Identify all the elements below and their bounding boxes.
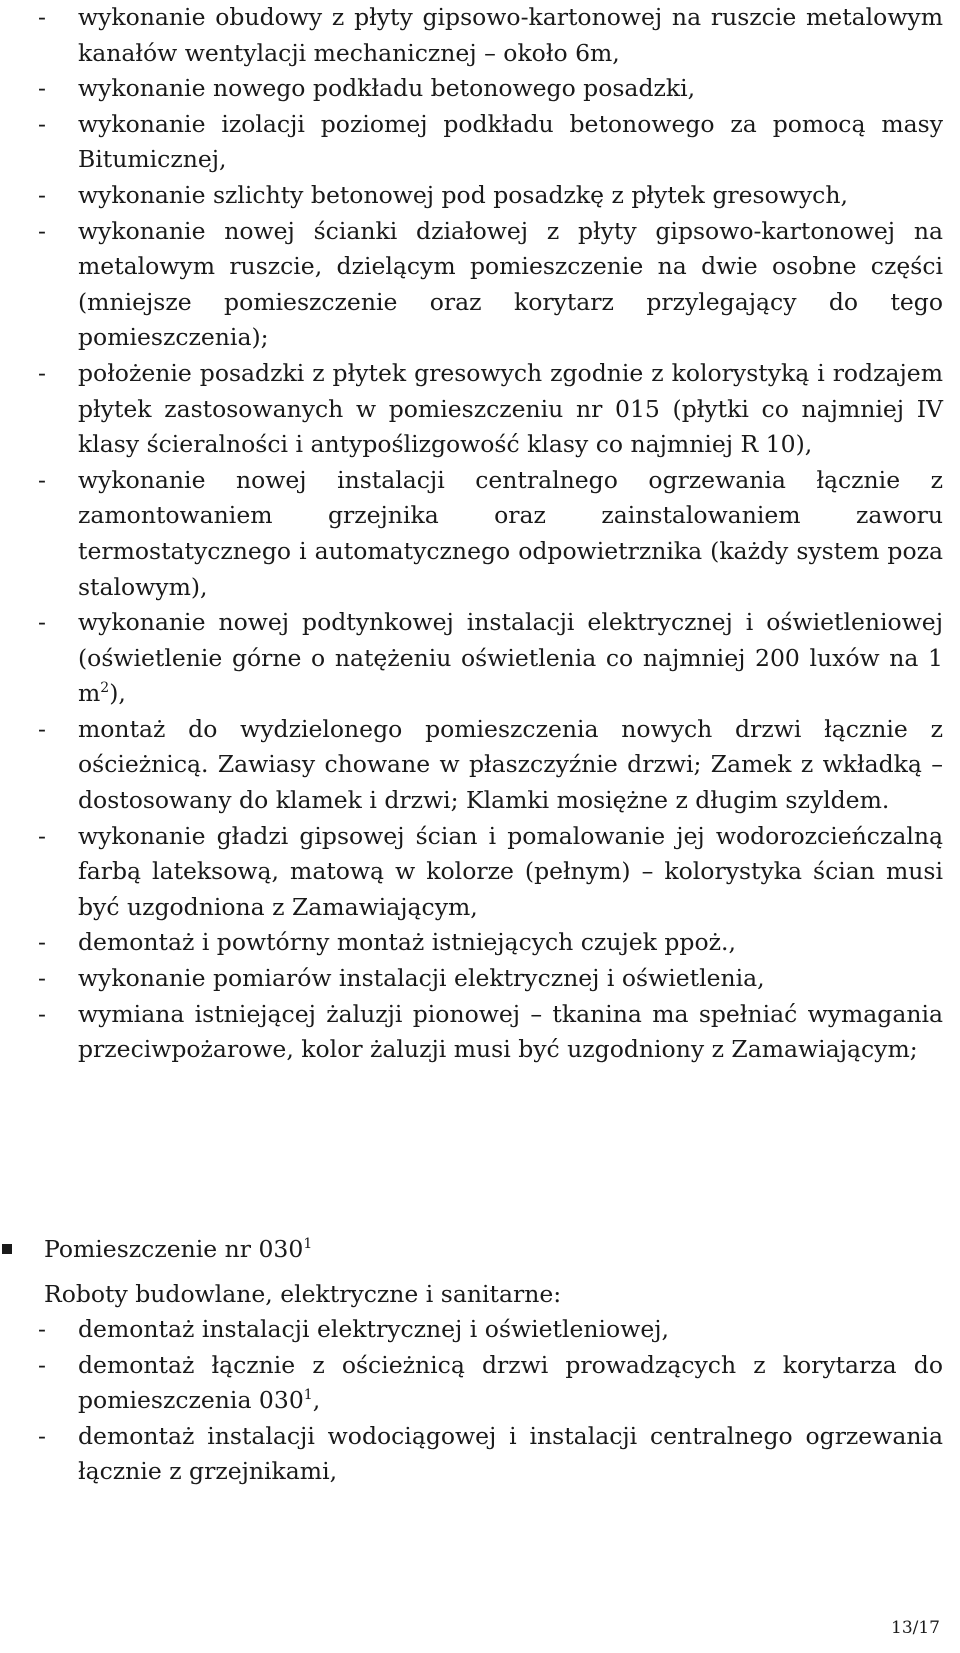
list-item	[38, 997, 943, 1068]
list-item-text: montaż do wydzielonego pomieszczenia nowych drzwi łącznie z ościeżnicą. Zawiasy chowane w płaszczyźnie drzwi; Zamek z wkładką – dostosowany do klamek i drzwi; Klamki mosiężne z długim szyldem.	[78, 714, 943, 815]
list-item-text: wykonanie szlichty betonowej pod posadzkę z płytek gresowych,	[78, 180, 848, 209]
list-item	[38, 356, 943, 463]
list-dash: -	[38, 216, 46, 245]
list-dash: -	[38, 1350, 46, 1379]
list-dash: -	[38, 180, 46, 209]
list-item	[38, 712, 943, 819]
list-dash: -	[38, 964, 46, 993]
list-item-text-tail: ,	[312, 1386, 321, 1415]
section-intro: Roboty budowlane, elektryczne i sanitarne:	[44, 1280, 562, 1308]
list-item	[38, 0, 943, 71]
list-item-text: demontaż łącznie z ościeżnicą drzwi prowadzących z korytarza do pomieszczenia 030	[78, 1350, 943, 1415]
superscript: 2	[100, 680, 110, 697]
section-heading-label: Pomieszczenie nr 030	[44, 1235, 304, 1263]
list-dash: -	[38, 821, 46, 850]
list-item	[38, 605, 943, 712]
list-item-text: wykonanie gładzi gipsowej ścian i pomalowanie jej wodorozcieńczalną farbą lateksową, matową w kolorze (pełnym) – kolorystyka ścian musi być uzgodniona z Zamawiającym,	[78, 821, 943, 921]
list-dash: -	[38, 3, 46, 31]
list-dash: -	[38, 1315, 46, 1343]
superscript: 1	[303, 1387, 313, 1404]
list-item	[38, 925, 943, 961]
list-item-text: wykonanie izolacji poziomej podkładu betonowego za pomocą masy Bitumicznej,	[78, 109, 943, 174]
list-item	[38, 71, 943, 107]
section-list	[38, 1312, 943, 1490]
list-item-text: wykonanie nowej instalacji centralnego ogrzewania łącznie z zamontowaniem grzejnika oraz zainstalowaniem zaworu termostatycznego i automatycznego odpowietrznika (każdy system poza stalowym),	[78, 465, 943, 601]
list-item-text: wykonanie obudowy z płyty gipsowo-kartonowej na ruszcie metalowym kanałów wentylacji mechanicznej – około 6m,	[78, 3, 943, 67]
list-item	[38, 107, 943, 178]
list-dash: -	[38, 714, 46, 743]
list-item	[38, 1312, 943, 1348]
list-item	[38, 1348, 943, 1419]
list-item	[38, 214, 943, 356]
list-item-text: położenie posadzki z płytek gresowych zgodnie z kolorystyką i rodzajem płytek zastosowanych w pomieszczeniu nr 015 (płytki co najmniej IV klasy ścieralności i antypoślizgowość klasy co najmniej R 10),	[78, 358, 943, 459]
list-item-text: demontaż i powtórny montaż istniejących czujek ppoż.,	[78, 928, 736, 957]
superscript: 1	[303, 1236, 313, 1253]
continuation-list	[38, 0, 943, 1068]
list-dash: -	[38, 74, 46, 103]
list-item	[38, 463, 943, 605]
list-dash: -	[38, 608, 46, 637]
list-item-text: wykonanie nowej podtynkowej instalacji elektrycznej i oświetleniowej (oświetlenie górne o natężeniu oświetlenia co najmniej 200 luxów na 1 m	[78, 608, 943, 708]
section-heading-text	[44, 1231, 312, 1267]
list-dash: -	[38, 465, 46, 494]
list-dash: -	[38, 1421, 46, 1450]
list-dash: -	[38, 999, 46, 1028]
page-number: 13/17	[891, 1618, 940, 1638]
list-item-text: demontaż instalacji elektrycznej i oświetleniowej,	[78, 1315, 669, 1343]
list-item	[38, 961, 943, 997]
list-item-text: wykonanie pomiarów instalacji elektrycznej i oświetlenia,	[78, 964, 765, 993]
list-item-text: wykonanie nowego podkładu betonowego posadzki,	[78, 74, 696, 103]
list-dash: -	[38, 109, 46, 138]
list-item-text-tail: ),	[109, 679, 126, 708]
list-item	[38, 178, 943, 214]
list-item-text: wymiana istniejącej żaluzji pionowej – tkanina ma spełniać wymagania przeciwpożarowe, kolor żaluzji musi być uzgodniony z Zamawiającym;	[78, 999, 943, 1064]
list-item	[38, 1419, 943, 1490]
section-heading	[0, 1231, 960, 1271]
list-dash: -	[38, 928, 46, 957]
list-item	[38, 819, 943, 926]
list-dash: -	[38, 358, 46, 387]
list-item-text: wykonanie nowej ścianki działowej z płyty gipsowo-kartonowej na metalowym ruszcie, dzielącym pomieszczenie na dwie osobne części (mniejsze pomieszczenie oraz korytarz przylegający do tego pomieszczenia);	[78, 216, 943, 352]
list-item-text: demontaż instalacji wodociągowej i instalacji centralnego ogrzewania łącznie z grzejnikami,	[78, 1421, 943, 1486]
square-bullet-icon	[2, 1244, 12, 1254]
